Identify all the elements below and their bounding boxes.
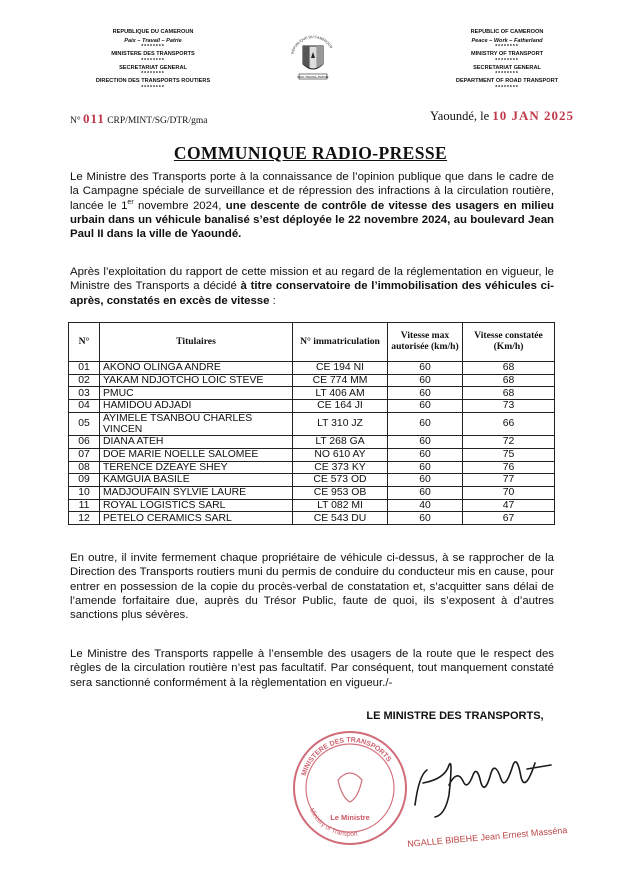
cell-plate: CE 543 DU	[293, 512, 388, 525]
cell-observed-speed: 75	[463, 448, 555, 461]
cell-observed-speed: 68	[463, 362, 555, 375]
official-stamp	[290, 728, 410, 848]
cell-max-speed: 60	[388, 412, 463, 435]
col-header-holder: Titulaires	[100, 323, 293, 362]
cell-number: 04	[69, 400, 100, 413]
svg-text:Le Ministre: Le Ministre	[330, 813, 370, 822]
country-en: REPUBLIC OF CAMEROON	[470, 29, 544, 35]
signatory-name: NGALLE BIBEHE Jean Ernest Masséna	[406, 825, 568, 849]
direction-fr: DIRECTION DES TRANSPORTS ROUTIERS	[95, 78, 211, 85]
cell-holder: DIANA ATEH	[100, 436, 293, 449]
handwritten-signature	[405, 735, 565, 825]
cell-number: 10	[69, 486, 100, 499]
ministry-en: MINISTRY OF TRANSPORT	[470, 51, 544, 58]
cell-plate: CE 953 OB	[293, 486, 388, 499]
table-row	[69, 461, 555, 474]
cell-number: 02	[69, 374, 100, 387]
cell-observed-speed: 72	[463, 436, 555, 449]
table-row	[69, 448, 555, 461]
date-line	[430, 108, 574, 124]
cell-holder: KAMGUIA BASILE	[100, 474, 293, 487]
cell-plate: CE 373 KY	[293, 461, 388, 474]
stars-divider: ********	[495, 57, 519, 64]
cell-observed-speed: 70	[463, 486, 555, 499]
svg-text:REPUBLIQUE DU CAMEROUN: REPUBLIQUE DU CAMEROUN	[290, 34, 334, 55]
cell-observed-speed: 68	[463, 387, 555, 400]
cell-holder: MADJOUFAIN SYLVIE LAURE	[100, 486, 293, 499]
signature-icon	[405, 735, 565, 825]
emblem-icon	[285, 30, 341, 86]
paragraph-intro: Le Ministre des Transports porte à la connaissance de l’opinion publique que dans le cadre de la Campagne spéciale de surveillance et de répression des infractions à la circulation routière, lancée le 1er novembre 2024, une descente de contrôle de vitesse des usagers en milieu urbain dans un véhicule banalisé s’est déployée le 22 novembre 2024, au boulevard Jean Paul II dans la ville de Yaoundé.	[70, 171, 554, 241]
ministry-fr: MINISTERE DES TRANSPORTS	[111, 51, 195, 58]
cell-number: 05	[69, 412, 100, 435]
cell-holder: TERENCE DZEAYE SHEY	[100, 461, 293, 474]
cell-number: 01	[69, 362, 100, 375]
paragraph-instructions: En outre, il invite fermement chaque propriétaire de véhicule ci-dessus, à se rapprocher de la Direction des Transports routiers muni du permis de conduire du conducteur mis en cause, pour entrer en possession de la copie du procès-verbal de constatation et, s’acquitter sans délai de l’amende forfaitaire due, auprès du Trésor Public, faute de quoi, ils s’exposent à d’autres sanctions plus sévères.	[70, 552, 554, 622]
cell-plate: CE 573 OD	[293, 474, 388, 487]
country-fr: REPUBLIQUE DU CAMEROUN	[112, 29, 194, 35]
cell-holder: DOE MARIE NOELLE SALOMEE	[100, 448, 293, 461]
col-header-plate: N° immatriculation	[293, 323, 388, 362]
header-left	[78, 28, 228, 91]
reference-number: 011	[83, 111, 105, 126]
motto-en: Peace – Work – Fatherland	[471, 37, 543, 44]
cell-max-speed: 60	[388, 387, 463, 400]
cell-max-speed: 60	[388, 400, 463, 413]
cell-number: 12	[69, 512, 100, 525]
cell-number: 06	[69, 436, 100, 449]
page-title: COMMUNIQUE RADIO-PRESSE	[173, 143, 448, 163]
paragraph-reminder: Le Ministre des Transports rappelle à l’ensemble des usagers de la route que le respect des règles de la circulation routière n’est pas facultatif. Par conséquent, tout manquement constaté sera sanctionné conformément à la règlementation en vigueur./-	[70, 648, 554, 689]
reference-code: CRP/MINT/SG/DTR/gma	[107, 116, 208, 126]
table-row	[69, 412, 555, 435]
vehicles-table	[68, 322, 555, 525]
cell-plate: LT 268 GA	[293, 436, 388, 449]
col-header-max-speed: Vitesse max autorisée (km/h)	[388, 323, 463, 362]
svg-text:MINISTERE DES TRANSPORTS: MINISTERE DES TRANSPORTS	[300, 736, 393, 777]
cell-observed-speed: 66	[463, 412, 555, 435]
cameroon-emblem	[285, 30, 341, 86]
svg-text:Ministry of Transport: Ministry of Transport	[307, 807, 359, 839]
secretariat-fr: SECRETARIAT GENERAL	[119, 64, 187, 71]
table-row	[69, 400, 555, 413]
stars-divider: ********	[495, 44, 519, 51]
cell-plate: CE 194 NI	[293, 362, 388, 375]
cell-plate: NO 610 AY	[293, 448, 388, 461]
table-row	[69, 436, 555, 449]
stars-divider: ********	[495, 71, 519, 78]
stars-divider: ********	[141, 84, 165, 91]
date-place: Yaoundé, le	[430, 109, 490, 123]
reference-line	[70, 111, 208, 127]
cell-max-speed: 60	[388, 374, 463, 387]
table-header-row	[69, 323, 555, 362]
stars-divider: ********	[141, 44, 165, 51]
cell-holder: HAMIDOU ADJADI	[100, 400, 293, 413]
cell-number: 09	[69, 474, 100, 487]
cell-max-speed: 60	[388, 436, 463, 449]
cell-plate: LT 406 AM	[293, 387, 388, 400]
cell-max-speed: 60	[388, 486, 463, 499]
cell-observed-speed: 68	[463, 374, 555, 387]
cell-max-speed: 60	[388, 448, 463, 461]
cell-holder: AYIMELE TSANBOU CHARLES VINCEN	[100, 412, 293, 435]
cell-max-speed: 40	[388, 499, 463, 512]
cell-plate: LT 082 MI	[293, 499, 388, 512]
cell-holder: ROYAL LOGISTICS SARL	[100, 499, 293, 512]
paragraph-decision: Après l’exploitation du rapport de cette mission et au regard de la réglementation en vigueur, le Ministre des Transports a décidé à titre conservatoire de l’immobilisation des véhicules ci-après, constatés en excès de vitesse :	[70, 266, 554, 307]
table-row	[69, 387, 555, 400]
cell-holder: YAKAM NDJOTCHO LOIC STEVE	[100, 374, 293, 387]
cell-holder: PETELO CERAMICS SARL	[100, 512, 293, 525]
cell-plate: LT 310 JZ	[293, 412, 388, 435]
table-row	[69, 512, 555, 525]
cell-max-speed: 60	[388, 474, 463, 487]
cell-number: 11	[69, 499, 100, 512]
col-header-number: N°	[69, 323, 100, 362]
table-row	[69, 486, 555, 499]
motto-fr: Paix – Travail – Patrie	[124, 37, 182, 44]
col-header-observed-speed: Vitesse constatée (Km/h)	[463, 323, 555, 362]
department-en: DEPARTMENT OF ROAD TRANSPORT	[455, 78, 559, 85]
date-stamp: 10 JAN 2025	[492, 108, 575, 123]
reference-prefix: N°	[70, 116, 81, 126]
stars-divider: ********	[141, 71, 165, 78]
cell-observed-speed: 73	[463, 400, 555, 413]
cell-number: 07	[69, 448, 100, 461]
svg-text:PAIX-TRAVAIL-PATRIE: PAIX-TRAVAIL-PATRIE	[297, 75, 329, 79]
cell-plate: CE 164 JI	[293, 400, 388, 413]
cell-observed-speed: 67	[463, 512, 555, 525]
table-row	[69, 499, 555, 512]
cell-max-speed: 60	[388, 362, 463, 375]
table-row	[69, 362, 555, 375]
table-row	[69, 474, 555, 487]
cell-max-speed: 60	[388, 461, 463, 474]
cell-plate: CE 774 MM	[293, 374, 388, 387]
stars-divider: ********	[141, 57, 165, 64]
stamp-icon	[290, 728, 410, 848]
cell-observed-speed: 77	[463, 474, 555, 487]
table-row	[69, 374, 555, 387]
cell-observed-speed: 47	[463, 499, 555, 512]
cell-holder: AKONO OLINGA ANDRE	[100, 362, 293, 375]
secretariat-en: SECRETARIAT GENERAL	[473, 64, 541, 71]
stars-divider: ********	[495, 84, 519, 91]
header-right	[432, 28, 582, 91]
cell-holder: PMUC	[100, 387, 293, 400]
cell-max-speed: 60	[388, 512, 463, 525]
cell-number: 03	[69, 387, 100, 400]
cell-observed-speed: 76	[463, 461, 555, 474]
cell-number: 08	[69, 461, 100, 474]
signer-title: LE MINISTRE DES TRANSPORTS,	[366, 710, 544, 722]
